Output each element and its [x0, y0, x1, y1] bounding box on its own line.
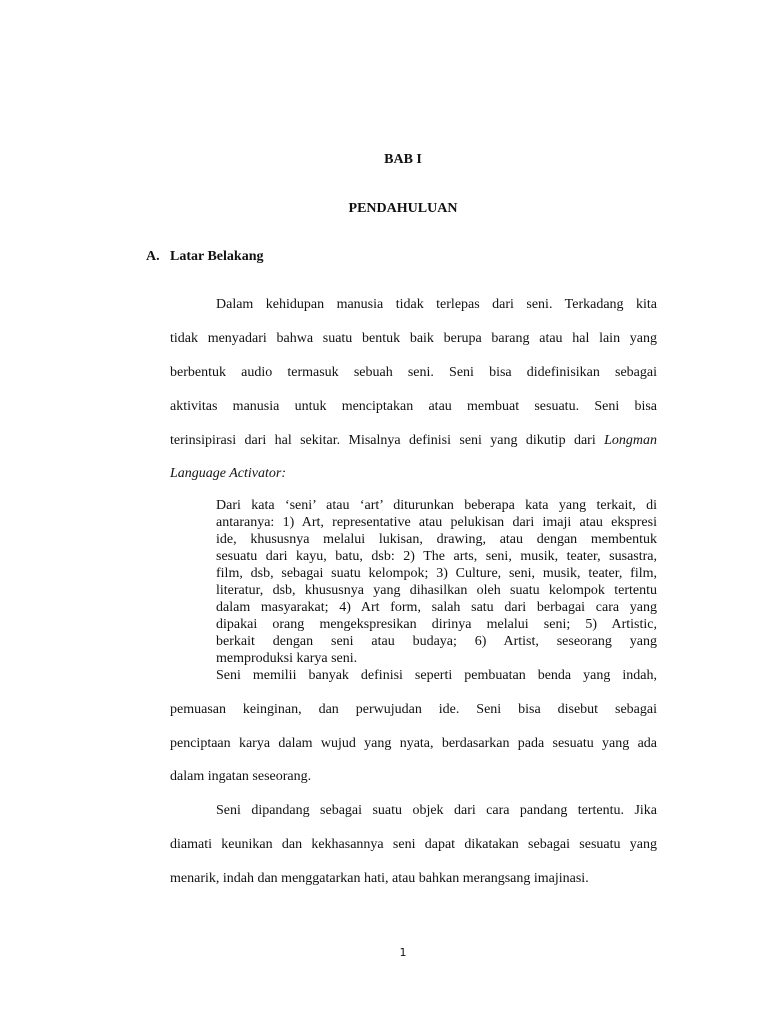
paragraph-line: diamati keunikan dan kekhasannya seni dapat dikatakan sebagai sesuatu yang — [170, 837, 657, 852]
quote-line: Dari kata ‘seni’ atau ‘art’ diturunkan beberapa kata yang terkait, di — [216, 498, 657, 513]
quote-line: film, dsb, sebagai suatu kelompok; 3) Culture, seni, musik, teater, film, — [216, 566, 657, 581]
book-title-italic: Longman — [604, 433, 657, 448]
quote-line: berkait dengan seni atau budaya; 6) Artist, seseorang yang — [216, 634, 657, 649]
section-heading — [146, 249, 263, 265]
paragraph-line: tidak menyadari bahwa suatu bentuk baik berupa barang atau hal lain yang — [170, 331, 657, 346]
book-title-italic: Language Activator: — [170, 466, 287, 481]
quote-line: literatur, dsb, khususnya yang dihasilkan oleh suatu kelompok tertentu — [216, 583, 657, 598]
quote-line: dipakai orang mengekspresikan dirinya melalui seni; 5) Artistic, — [216, 617, 657, 632]
quote-line: antaranya: 1) Art, representative atau pelukisan dari imaji atau ekspresi — [216, 515, 657, 530]
paragraph-line: dalam ingatan seseorang. — [170, 769, 312, 784]
paragraph-line — [170, 466, 657, 482]
section-title: Latar Belakang — [170, 249, 264, 264]
paragraph-line: aktivitas manusia untuk menciptakan atau membuat sesuatu. Seni bisa — [170, 399, 657, 414]
paragraph-line: berbentuk audio termasuk sebuah seni. Seni bisa didefinisikan sebagai — [170, 365, 657, 380]
paragraph-line: menarik, indah dan menggatarkan hati, atau bahkan merangsang imajinasi. — [170, 871, 589, 886]
paragraph-line-text: terinsipirasi dari hal sekitar. Misalnya definisi seni yang dikutip dari — [170, 433, 605, 448]
quote-line: memproduksi karya seni. — [216, 651, 358, 666]
section-number: A. — [146, 249, 160, 264]
page-number: 1 — [399, 946, 407, 959]
chapter-subtitle: PENDAHULUAN — [348, 201, 458, 216]
paragraph-line: Seni memilii banyak definisi seperti pembuatan benda yang indah, — [216, 668, 657, 683]
paragraph-line: penciptaan karya dalam wujud yang nyata, berdasarkan pada sesuatu yang ada — [170, 736, 657, 751]
chapter-title: BAB I — [384, 152, 422, 167]
paragraph-line — [170, 433, 657, 449]
quote-line: sesuatu dari kayu, batu, dsb: 2) The arts, seni, musik, teater, susastra, — [216, 549, 657, 564]
paragraph-line: Dalam kehidupan manusia tidak terlepas dari seni. Terkadang kita — [216, 297, 657, 312]
paragraph-line: Seni dipandang sebagai suatu objek dari cara pandang tertentu. Jika — [216, 803, 657, 818]
paragraph-line: pemuasan keinginan, dan perwujudan ide. Seni bisa disebut sebagai — [170, 702, 657, 717]
quote-line: ide, khususnya melalui lukisan, drawing, atau dengan membentuk — [216, 532, 657, 547]
quote-line: dalam masyarakat; 4) Art form, salah satu dari berbagai cara yang — [216, 600, 657, 615]
